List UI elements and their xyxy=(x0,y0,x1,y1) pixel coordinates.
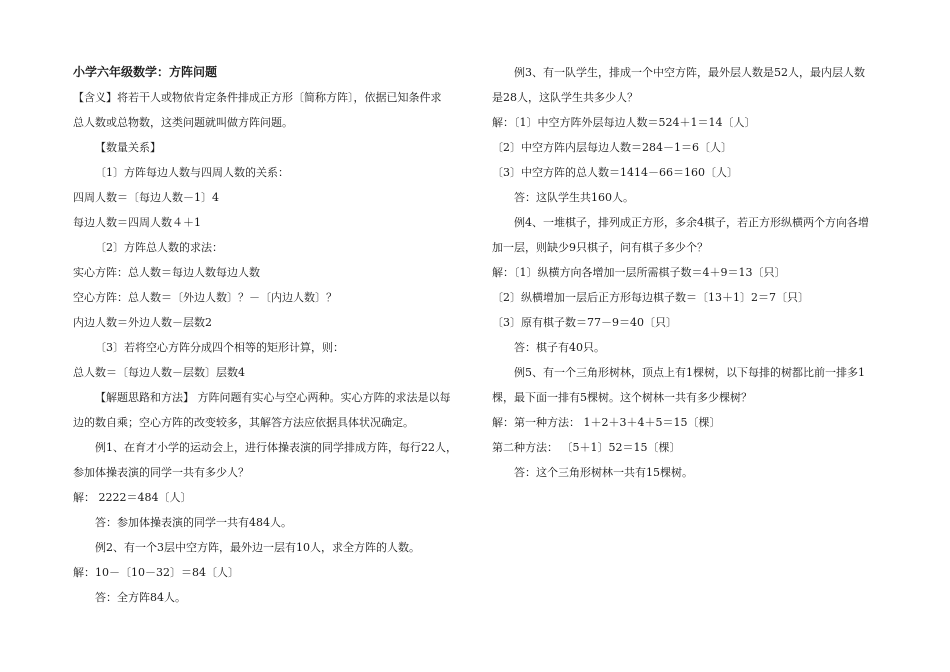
formula-side-count: 每边人数＝四周人数４＋1 xyxy=(73,216,201,229)
quantity-relation-heading: 【数量关系】 xyxy=(95,141,161,154)
example-2-answer: 答：全方阵84人。 xyxy=(95,591,186,604)
example-3-step-1: 解：〔1〕中空方阵外层每边人数＝524＋1＝14〔人〕 xyxy=(492,116,756,129)
relation-1-heading: 〔1〕方阵每边人数与四周人数的关系： xyxy=(95,166,289,179)
example-5-method-1: 解：第一种方法： 1＋2＋3＋4＋5＝15〔棵〕 xyxy=(492,416,721,429)
example-4-line-2: 加一层，则缺少9只棋子，问有棋子多少个？ xyxy=(492,241,708,254)
document-title: 小学六年级数学：方阵问题 xyxy=(73,65,218,79)
example-4-answer: 答：棋子有40只。 xyxy=(514,341,605,354)
example-5-method-2: 第二种方法： 〔5＋1〕52＝15〔棵〕 xyxy=(492,441,681,454)
example-4-step-2: 〔2〕纵横增加一层后正方形每边棋子数＝〔13＋1〕2＝7〔只〕 xyxy=(492,291,809,304)
example-1-line-2: 参加体操表演的同学一共有多少人？ xyxy=(73,466,249,479)
example-2-question: 例2、有一个3层中空方阵，最外边一层有10人，求全方阵的人数。 xyxy=(95,541,420,554)
example-4-step-3: 〔3〕原有棋子数＝77－9＝40〔只〕 xyxy=(492,316,677,329)
example-4-line-1: 例4、一堆棋子，排列成正方形，多余4棋子，若正方形纵横两个方向各增 xyxy=(514,216,869,229)
method-line-1: 【解题思路和方法】 方阵问题有实心与空心两种。实心方阵的求法是以每 xyxy=(95,391,451,404)
example-2-solution: 解：10－〔10－32〕＝84〔人〕 xyxy=(73,566,239,579)
method-line-2: 边的数自乘；空心方阵的改变较多，其解答方法应依据具体状况确定。 xyxy=(73,416,414,429)
definition-line-2: 总人数或总物数，这类问题就叫做方阵问题。 xyxy=(73,116,293,129)
formula-hollow-square: 空心方阵：总人数＝〔外边人数〕？－〔内边人数〕？ xyxy=(73,291,337,304)
example-4-step-1: 解：〔1〕纵横方向各增加一层所需棋子数＝4＋9＝13〔只〕 xyxy=(492,266,786,279)
example-3-step-3: 〔3〕中空方阵的总人数＝1414－66＝160〔人〕 xyxy=(492,166,738,179)
example-5-line-2: 棵，最下面一排有5棵树。这个树林一共有多少棵树？ xyxy=(492,391,752,404)
relation-3-heading: 〔3〕若将空心方阵分成四个相等的矩形计算，则： xyxy=(95,341,344,354)
formula-rectangles: 总人数＝〔每边人数－层数〕层数4 xyxy=(73,366,245,379)
relation-2-heading: 〔2〕方阵总人数的求法： xyxy=(95,241,223,254)
formula-inner-side: 内边人数＝外边人数－层数2 xyxy=(73,316,212,329)
example-5-answer: 答：这个三角形树林一共有15棵树。 xyxy=(514,466,693,479)
example-3-line-2: 是28人，这队学生共多少人？ xyxy=(492,91,638,104)
example-1-solution: 解： 2222＝484〔人〕 xyxy=(73,491,192,504)
example-1-line-1: 例1、在育才小学的运动会上，进行体操表演的同学排成方阵，每行22人， xyxy=(95,441,457,454)
example-5-line-1: 例5、有一个三角形树林，顶点上有1棵树，以下每排的树都比前一排多1 xyxy=(514,366,865,379)
example-3-step-2: 〔2〕中空方阵内层每边人数＝284－1＝6〔人〕 xyxy=(492,141,732,154)
example-3-answer: 答：这队学生共160人。 xyxy=(514,191,634,204)
example-1-answer: 答：参加体操表演的同学一共有484人。 xyxy=(95,516,292,529)
definition-line-1: 【含义】将若干人或物依肯定条件排成正方形〔简称方阵〕，依据已知条件求 xyxy=(73,91,442,104)
formula-perimeter-count: 四周人数＝〔每边人数－1〕4 xyxy=(73,191,219,204)
right-column xyxy=(492,60,884,485)
left-column xyxy=(73,60,465,610)
example-3-line-1: 例3、有一队学生，排成一个中空方阵，最外层人数是52人，最内层人数 xyxy=(514,66,865,79)
formula-solid-square: 实心方阵：总人数＝每边人数每边人数 xyxy=(73,266,260,279)
